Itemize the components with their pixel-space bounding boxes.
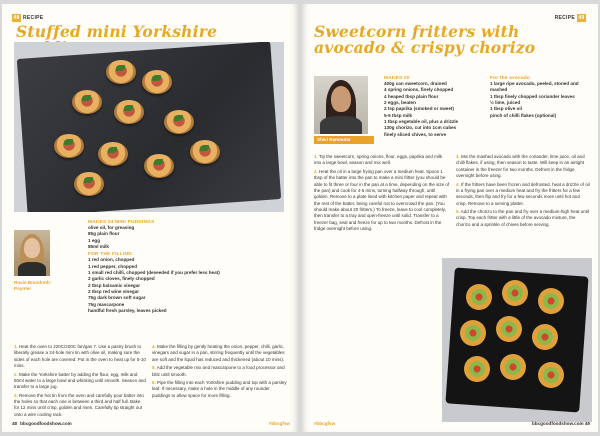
pudding-image [106,60,136,84]
ingredient-item: handful fresh parsley, leaves picked [88,307,167,313]
hashtag: #bbcgfsw [314,421,336,426]
method-step: 2. Heat the oil in a large frying pan over a medium heat. Spoon 1 tbsp of the batter into the pan to make a mini fritter (you should be able to fit three or four in the pan at a time, depending on the size of the pan) and cook for 4-5 mins, turning halfway through, until golden. Remove to a plate lined with kitchen paper and repeat with the rest of the batter, being careful not to overcrowd the pan. (You should make about 20 fritters.) To freeze, leave to cool completely, then transfer to a tray and open-freeze until solid. Transfer to a freezer bag, seal and freeze for up to two months. Defrost in the fridge overnight before using. [314,168,450,232]
ingredient-item: 2 garlic cloves, finely chopped [88,276,155,282]
page-footer [12,421,72,426]
recipe-title [314,24,535,57]
fritter-image [532,324,558,350]
ingredient-item: 2 tbsp red wine vinegar [88,288,140,294]
fritter-image [464,356,490,382]
ingredient-item: 4 heaped tbsp plain flour [384,93,439,99]
pudding-image [98,142,128,166]
pudding-image [190,140,220,164]
pudding-image [164,110,194,134]
ingredient-item: 1 egg [88,237,100,243]
ingredient-item: 1 large ripe avocado, peeled, stoned and mashed [490,81,579,93]
page-number: 49 [584,421,590,426]
method-step: 3. Remove the hot tin from the oven and carefully pour batter into the holes so that each one is between a third and half full. Bake for 12 mins until crisp, golden and risen. Carefully tip straight out onto a wire cooling rack. [14,392,144,417]
method-step: 3. Mix the mashed avocado with the coriander, lime juice, oil and chilli flakes, if using, then season to taste. Will keep in an airtight container in the freezer for two months. Defrost in the fridge overnight before using. [456,154,585,179]
pudding-image [144,154,174,178]
ingredients-block [88,220,288,314]
title-line: avocado & crispy chorizo [314,38,536,58]
ingredient-item: 130g chorizo, cut into 1cm cubes [384,125,457,131]
filling-list [88,257,288,314]
method-step: 1. Heat the oven to 220C/200C fan/gas 7. Use a pastry brush to liberally grease a 24-hole mini tin with olive oil, making sure the sides of each hole are covered. Put in the oven to heat up for 5-10 mins. [14,344,146,369]
section-tag [555,14,586,22]
pudding-image [54,134,84,158]
method-column-1 [14,344,146,420]
avocado-heading: For the avocado [490,76,531,81]
ingredient-item: 1 small red chilli, chopped (deseeded if you prefer less heat) [88,269,220,275]
fritter-image [460,320,486,346]
section-label: RECIPE [554,15,575,21]
fritter-image [466,284,492,310]
ingredient-item: 2 tsp paprika (smoked or sweet) [384,106,454,112]
ingredient-item: 85ml milk [88,243,109,249]
ingredient-item: 2 eggs, beaten [384,99,416,105]
method-step: 1. Tip the sweetcorn, spring onions, flour, eggs, paprika and milk into a large bowl, season and mix well. [314,154,443,166]
chef-bio [314,76,374,144]
ingredient-item: olive oil, for greasing [88,225,135,230]
page-footer [532,421,590,426]
left-page [2,4,298,432]
ingredient-item: pinch of chilli flakes (optional) [490,112,557,118]
fritter-image [502,280,528,306]
fritter-image [538,288,564,314]
ingredient-item: 1 tbsp finely chopped coriander leaves [490,93,575,99]
method-step: 5. Add the chorizo to the pan and fry over a medium-high heat until crisp. Top each fritter with a little of the avocado mixture, the chorizo and a sprinkle of chives before serving. [456,209,589,227]
fritter-image [538,362,564,388]
method-column-1 [314,154,450,235]
filling-heading: FOR THE FILLING [88,252,133,258]
right-page [302,4,598,432]
chef-avatar [14,230,50,276]
fritter-image [500,354,526,380]
method-column-2 [456,154,590,230]
ingredient-item: 75g mascarpone [88,301,125,307]
ingredient-item: 85g plain flour [88,231,120,237]
page-number: 48 [12,421,18,426]
section-label: RECIPE [23,15,44,21]
site-url: bbcgoodfoodshow.com [20,421,72,426]
title-line: Sweetcorn fritters with [314,22,520,41]
fritter-image [496,316,522,342]
ingredient-item: 1 red pepper, chopped [88,263,138,269]
avocado-block [490,76,588,119]
ingredient-item: 1 tbsp vegetable oil, plus a drizzle [384,118,459,124]
recipe-title: Stuffed mini Yorkshire [16,22,218,41]
ingredient-item: 5-6 tbsp milk [384,112,413,118]
yorkshire-puddings-photo [14,42,284,212]
servings-label: MAKES 24 MINI PUDDINGS [88,220,155,225]
method-step: 2. Make the Yorkshire batter by adding the flour, egg, milk and 50ml water to a large bowl and whisking until smooth. Season and transfer to a large jug. [14,371,146,390]
pudding-image [114,100,144,124]
chef-name: Rosie Brandreth-Poynter [14,280,52,291]
method-column-2 [152,344,288,401]
hashtag: #bbcgfsw [268,421,290,426]
pudding-image [72,90,102,114]
chef-bio [14,230,58,310]
section-badge: 49 [578,15,585,21]
chef-avatar [314,76,368,134]
avocado-list [490,81,588,119]
ingredient-item: 1 red onion, chopped [88,257,135,263]
ingredient-item: 75g dark brown soft sugar [88,295,146,301]
ingredient-list [384,81,486,138]
pudding-image [74,172,104,196]
ingredient-item: finely sliced chives, to serve [384,131,447,137]
ingredient-list [88,225,288,250]
chef-name: Shivi Ramoutar [314,136,374,144]
method-step: 4. Make the filling by gently heating the onion, pepper, chilli, garlic, vinegars and sugar in a pan, stirring frequently until the vegetables are soft and the liquid has reduced and thickened (about 10 mins). [152,344,285,362]
pudding-image [142,70,172,94]
section-badge: 48 [13,15,20,21]
ingredient-item: 4 spring onions, finely chopped [384,87,454,93]
method-step: 4. If the fritters have been frozen and defrosted, heat a drizzle of oil in a frying pan over a medium heat and fry the fritters for a few seconds, then flip and fry for a few seconds more until hot and crisp. Remove to a serving platter. [456,181,590,206]
method-step: 6. Pipe the filling into each Yorkshire pudding and top with a parsley leaf. If necessary, make a hole in the middle of any rounder puddings to allow space for more filling. [152,379,287,398]
method-step: 5. Add the vegetable mix and mascarpone to a food processor and blitz until smooth. [152,365,285,377]
ingredient-item: ½ lime, juiced [490,99,521,105]
slate-board [17,42,281,212]
fritters-photo [442,258,592,422]
ingredients-block [384,76,486,138]
ingredient-item: 2 tbsp balsamic vinegar [88,282,141,288]
section-tag [12,14,43,22]
ingredient-item: 1 tbsp olive oil [490,106,522,112]
servings-label: MAKES 20 [384,76,410,81]
site-url: bbcgoodfoodshow.com [531,421,584,426]
ingredient-item: 400g can sweetcorn, drained [384,81,447,86]
